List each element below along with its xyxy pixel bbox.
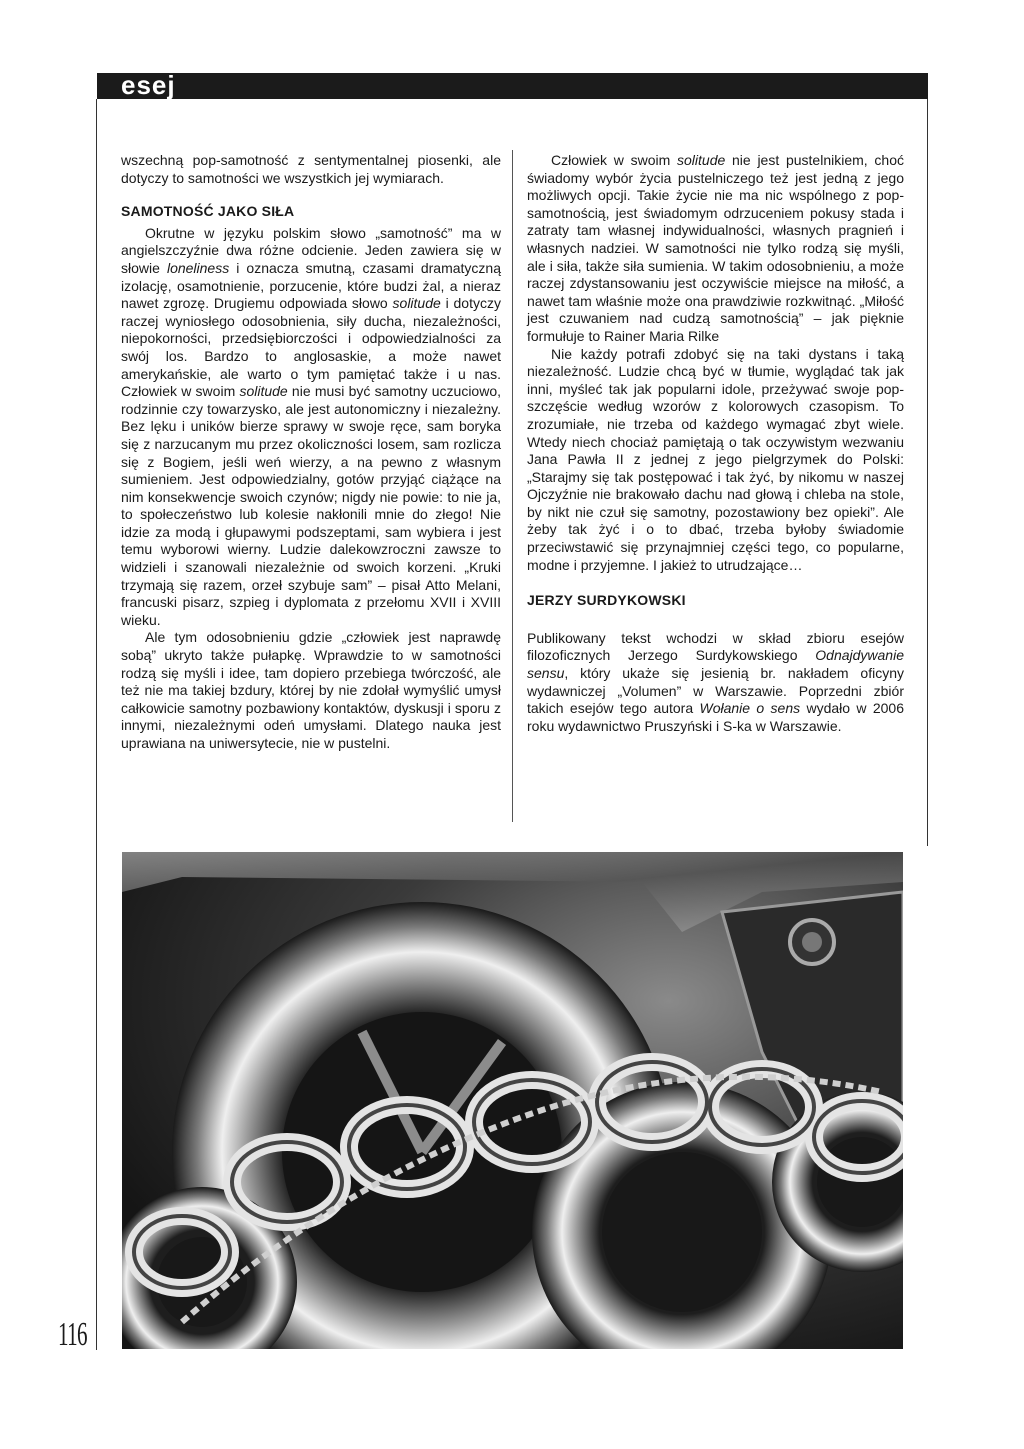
- ring-hole: [602, 1152, 762, 1312]
- chain-rings-illustration: [122, 852, 903, 1349]
- section-header-bar: [97, 70, 928, 100]
- paragraph: wszechną pop-samotność z sentymentalnej piosenki, ale dotyczy to samotności we wszystkich jej wymiarach.: [121, 152, 501, 186]
- section-heading: SAMOTNOŚĆ JAKO SIŁA: [121, 203, 295, 220]
- page-number: 116: [58, 1316, 87, 1353]
- publication-note: Publikowany tekst wchodzi w skład zbioru esejów filozoficznych Jerzego Surdykowskiego Odnajdywanie sensu, który ukaże się jesienią br. nakładem oficyny wydawniczej „Volumen” w Warszawie. Poprzedni zbiór takich esejów tego autora Wołanie o sens wydało w 2006 roku wydawnictwo Pruszyński i S-ka w Warszawie.: [527, 629, 904, 734]
- paragraph: Nie każdy potrafi zdobyć się na taki dystans i taką niezależność. Ludzie chcą być w tłumie, wyglądać tak jak inni, myśleć tak jak popularni idole, przeżywać swoje pop-szczęście według wzorów z kolorowych czasopism. To zrozumiałe, nie trzeba od każdego wymagać zbyt wiele. Wtedy niech chociaż pamiętają o tak oczywistym wezwaniu Jana Pawła II z jednej z jego pielgrzymek do Polski: „Starajmy się tak postępować i tak żyć, by nikomu w naszej Ojczyźnie nie brakowało dachu nad głową i chleba na stole, by nikt nie czuł się samotny, pozostawiony bez opieki”. Ale żeby tak żyć i o to dbać, trzeba byłoby świadomie przeciwstawić się przynajmniej części tego, co popularne, modne i przyjemne. I jakież to utrudzające…: [527, 345, 904, 573]
- left-margin-rule: [96, 99, 97, 1350]
- left-column: [121, 152, 501, 753]
- round-boss: [802, 932, 822, 952]
- section-label: esej: [121, 70, 176, 100]
- paragraph: Okrutne w języku polskim słowo „samotność” ma w angielszczyźnie dwa różne odcienie. Jeden zawiera się w słowie loneliness i oznacza smutną, czasami dramatyczną izolację, osamotnienie, porzucenie, które budzi żal, a nieraz nawet zgrozę. Drugiemu odpowiada słowo solitude i dotyczy raczej wyniosłego odosobnienia, siły ducha, niezależności, niepokorności, przedsiębiorczości i odpowiedzialności za swój los. Bardzo to anglosaskie, a może nawet amerykańskie, ale warto o tym pamiętać także i u nas. Człowiek w swoim solitude nie musi być samotny uczuciowo, rodzinnie czy towarzysko, ale jest autonomiczny i niezależny. Bez lęku i uników bierze sprawy w swoje ręce, sam boryka się z narzucanym mu przez okoliczności losem, sam rozlicza się z Bogiem, jeśli weń wierzy, a na pewno z własnym sumieniem. Jest odpowiedzialny, gotów przyjąć ciążące na nim konsekwencje swoich czynów; nigdy nie powie: to nie ja, to społeczeństwo lub kolesie nakłonili mnie do złego! Nie idzie za modą i głupawymi podszeptami, sam wybiera i jest temu wyborowi wierny. Ludzie dalekowzroczni zawsze to widzieli i szanowali niezależnie od swoich korzeni. „Kruki trzymają się razem, orzeł szybuje sam” – pisał Atto Melani, francuski pisarz, szpieg i dyplomata z przełomu XVII i XVIII wieku.: [121, 224, 501, 628]
- paragraph: Człowiek w swoim solitude nie jest pustelnikiem, choć świadomy wybór życia pustelniczego też jest jedną z jego możliwych opcji. Takie życie nie ma nic wspólnego z pop-samotnością, jest świadomym odrzuceniem pokusy stada i zatraty tam własnej indywidualności, własnych pragnień i własnych nadziei. W samotności nie tylko rodzą się myśli, ale i siła, także siła sumienia. W takim odosobnieniu, a może raczej zdystansowaniu jest oczywiście miejsce na miłość, a nawet tam właśnie może ona prawdziwie rozkwitnąć. „Miłość jest czuwaniem nad cudzą samotnością” – jak pięknie formułuje to Rainer Maria Rilke: [527, 152, 904, 344]
- right-column: [527, 152, 904, 735]
- right-margin-rule: [927, 99, 928, 846]
- paragraph: Ale tym odosobnieniu gdzie „człowiek jest naprawdę sobą” ukryto także pułapkę. Wprawdzie to w samotności rodzą się myśli i idee, tam dopiero przebiega twórczość, ale też nie ma takiej bzdury, której by nie zdołał wymyślić umysł całkowicie samotny pozbawiony kontaktów, dyskusji i sporu z innymi, niezależnymi odeń umysłami. Dlatego nauka jest uprawiana na uniwersytecie, nie w pustelni.: [121, 629, 501, 751]
- ring-hole: [817, 1137, 903, 1227]
- author-signature: JERZY SURDYKOWSKI: [527, 592, 686, 609]
- column-divider: [512, 150, 513, 822]
